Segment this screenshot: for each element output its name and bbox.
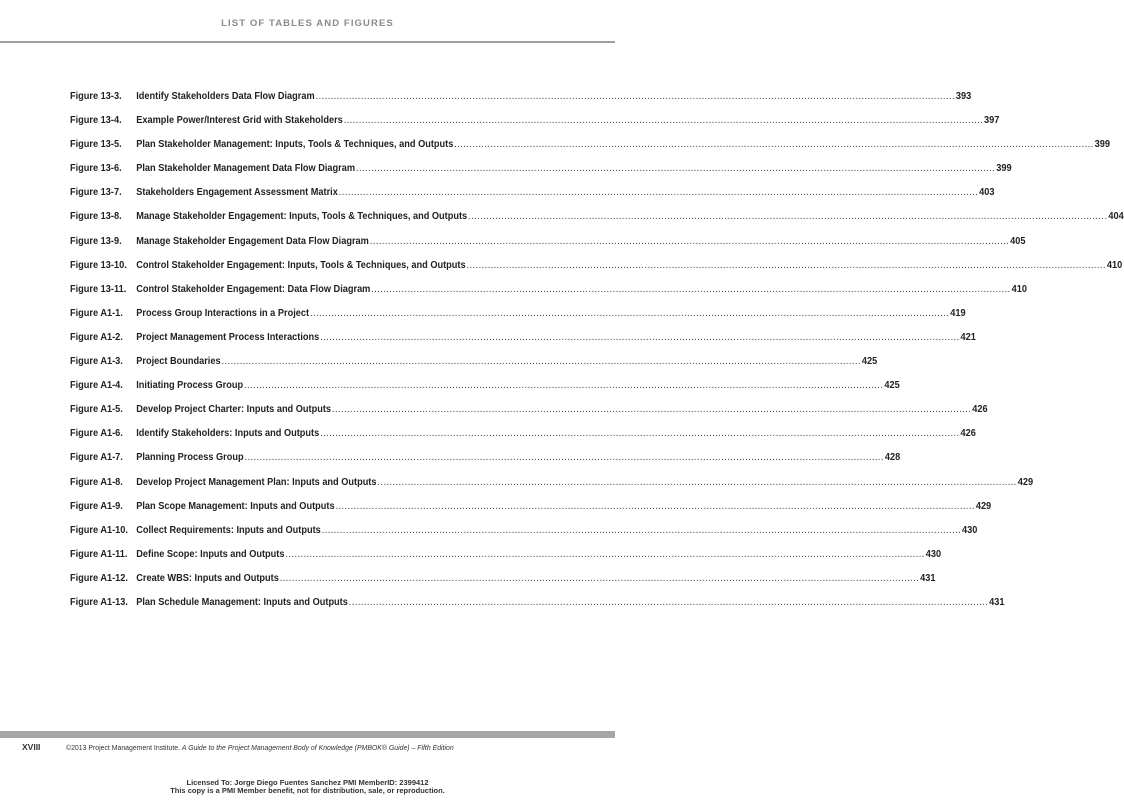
toc-entry-page: 405 <box>1010 235 1026 247</box>
toc-entry-title: Process Group Interactions in a Project <box>136 307 310 319</box>
dot-leader <box>245 452 884 463</box>
toc-entry <box>70 452 901 476</box>
toc-entry-page: 429 <box>975 500 992 512</box>
list-of-figures <box>70 91 1124 621</box>
toc-entry-page: 431 <box>920 572 936 584</box>
license-line-2: This copy is a PMI Member benefit, not for distribution, sale, or reproduction. <box>170 786 445 795</box>
toc-entry-page: 426 <box>972 404 988 416</box>
toc-entry-number: Figure A1-7. <box>70 452 123 464</box>
toc-entry <box>70 115 1000 139</box>
toc-entry-title: Stakeholders Engagement Assessment Matrix <box>136 187 338 199</box>
toc-entry-number: Figure 13-5. <box>70 139 122 151</box>
toc-entry-title: Manage Stakeholder Engagement: Inputs, Tools & Techniques, and Outputs <box>136 211 468 223</box>
toc-entry-title: Initiating Process Group <box>136 380 244 392</box>
toc-entry-page: 428 <box>884 452 901 464</box>
toc-entry <box>70 235 1026 260</box>
toc-entry <box>70 500 992 525</box>
toc-entry-title: Collect Requirements: Inputs and Outputs <box>136 524 321 536</box>
dot-leader <box>244 380 883 391</box>
dot-leader <box>454 139 1093 150</box>
toc-entry-number: Figure A1-11. <box>70 548 128 560</box>
toc-entry-number: Figure 13-11. <box>70 283 127 295</box>
toc-entry-number: Figure A1-10. <box>70 524 128 536</box>
toc-entry-number: Figure A1-1. <box>70 307 123 319</box>
toc-entry-title: Identify Stakeholders: Inputs and Outputs <box>136 428 320 440</box>
toc-entry-page: 410 <box>1106 259 1123 271</box>
license-line-1: Licensed To: Jorge Diego Fuentes Sanchez PMI MemberID: 2399412 <box>186 778 429 787</box>
toc-entry-number: Figure A1-4. <box>70 380 123 392</box>
dot-leader <box>371 284 1010 295</box>
dot-leader <box>285 549 924 560</box>
dot-leader <box>349 597 988 608</box>
toc-entry-title: Project Boundaries <box>136 356 221 368</box>
toc-entry-page: 430 <box>925 548 942 560</box>
toc-entry-title: Control Stakeholder Engagement: Inputs, Tools & Techniques, and Outputs <box>136 259 466 271</box>
page-number: XVIII <box>22 742 41 752</box>
toc-entry-page: 393 <box>955 91 972 102</box>
toc-entry <box>70 404 988 428</box>
toc-entry-number: Figure 13-3. <box>70 91 122 102</box>
toc-entry-page: 425 <box>861 356 878 368</box>
toc-entry-number: Figure A1-5. <box>70 404 123 416</box>
toc-entry-title: Plan Scope Management: Inputs and Outputs <box>136 500 335 512</box>
dot-leader <box>310 308 949 319</box>
dot-leader <box>370 236 1009 247</box>
toc-entry-title: Planning Process Group <box>136 452 244 464</box>
dot-leader <box>344 115 983 126</box>
toc-entry-title: Example Power/Interest Grid with Stakeholders <box>136 115 343 127</box>
dot-leader <box>339 187 978 198</box>
toc-entry-page: 399 <box>1094 139 1110 151</box>
toc-entry-number: Figure A1-3. <box>70 356 123 368</box>
page-header-title: LIST OF TABLES AND FIGURES <box>221 18 394 29</box>
footer-citation <box>66 743 454 752</box>
page-footer <box>22 742 602 752</box>
toc-entry-number: Figure 13-9. <box>70 235 122 247</box>
toc-entry <box>70 91 972 115</box>
toc-entry-number: Figure A1-13. <box>70 596 128 608</box>
toc-entry <box>70 572 936 597</box>
toc-entry-number: Figure 13-8. <box>70 211 122 223</box>
toc-entry-page: 397 <box>984 115 1000 127</box>
toc-entry-title: Plan Stakeholder Management: Inputs, Tools & Techniques, and Outputs <box>136 139 454 151</box>
toc-entry-page: 430 <box>962 524 978 536</box>
toc-entry-number: Figure 13-6. <box>70 163 122 175</box>
toc-entry-number: Figure A1-2. <box>70 331 123 343</box>
toc-entry-page: 421 <box>960 331 976 343</box>
dot-leader <box>322 525 961 536</box>
toc-entry <box>70 259 1123 284</box>
toc-entry-title: Develop Project Charter: Inputs and Outputs <box>136 404 332 416</box>
toc-entry-number: Figure 13-7. <box>70 187 122 199</box>
toc-entry <box>70 187 995 211</box>
dot-leader <box>377 477 1016 488</box>
dot-leader <box>468 211 1107 222</box>
toc-entry-title: Project Management Process Interactions <box>136 331 320 343</box>
toc-entry-page: 425 <box>884 380 900 392</box>
toc-entry-page: 419 <box>950 307 966 319</box>
header-rule <box>0 41 615 43</box>
toc-entry <box>70 163 1012 187</box>
toc-entry <box>70 356 878 380</box>
toc-entry-title: Identify Stakeholders Data Flow Diagram <box>136 91 315 102</box>
dot-leader <box>356 163 995 174</box>
dot-leader <box>332 404 971 415</box>
toc-entry <box>70 524 978 549</box>
toc-entry-page: 404 <box>1108 211 1124 223</box>
toc-entry-page: 431 <box>989 596 1005 608</box>
toc-entry-title: Control Stakeholder Engagement: Data Flow Diagram <box>136 283 371 295</box>
toc-entry-number: Figure 13-10. <box>70 259 127 271</box>
toc-entry-page: 403 <box>979 187 995 199</box>
dot-leader <box>467 260 1106 271</box>
dot-leader <box>280 573 919 584</box>
toc-entry-title: Plan Schedule Management: Inputs and Outputs <box>136 596 348 608</box>
toc-entry <box>70 283 1027 308</box>
toc-entry <box>70 476 1034 501</box>
toc-entry <box>70 331 976 356</box>
dot-leader <box>335 501 974 512</box>
toc-entry <box>70 428 976 452</box>
toc-entry-title: Develop Project Management Plan: Inputs and Outputs <box>136 476 377 488</box>
dot-leader <box>320 332 959 343</box>
toc-entry-number: Figure 13-4. <box>70 115 122 127</box>
toc-entry-title: Create WBS: Inputs and Outputs <box>136 572 279 584</box>
footer-copyright: ©2013 Project Management Institute. <box>66 743 182 752</box>
dot-leader <box>222 356 861 367</box>
toc-entry <box>70 211 1124 235</box>
footer-book-title: A Guide to the Project Management Body of Knowledge (PMBOK® Guide) – Fifth Edition <box>181 743 454 752</box>
toc-entry-number: Figure A1-6. <box>70 428 123 440</box>
toc-entry-page: 399 <box>996 163 1012 175</box>
dot-leader <box>320 428 959 439</box>
toc-entry-number: Figure A1-12. <box>70 572 128 584</box>
dot-leader <box>316 91 955 102</box>
toc-entry-title: Plan Stakeholder Management Data Flow Diagram <box>136 163 356 175</box>
footer-bar <box>0 731 615 738</box>
toc-entry <box>70 380 900 404</box>
toc-entry-page: 429 <box>1017 476 1034 488</box>
toc-entry <box>70 548 942 573</box>
toc-entry <box>70 596 1005 621</box>
toc-entry-number: Figure A1-9. <box>70 500 123 512</box>
toc-entry-page: 426 <box>960 428 976 440</box>
toc-entry <box>70 139 1110 163</box>
toc-entry-page: 410 <box>1011 283 1027 295</box>
toc-entry-title: Manage Stakeholder Engagement Data Flow Diagram <box>136 235 369 247</box>
toc-entry-number: Figure A1-8. <box>70 476 123 488</box>
license-notice <box>0 779 615 795</box>
toc-entry-title: Define Scope: Inputs and Outputs <box>136 548 285 560</box>
toc-entry <box>70 307 966 332</box>
